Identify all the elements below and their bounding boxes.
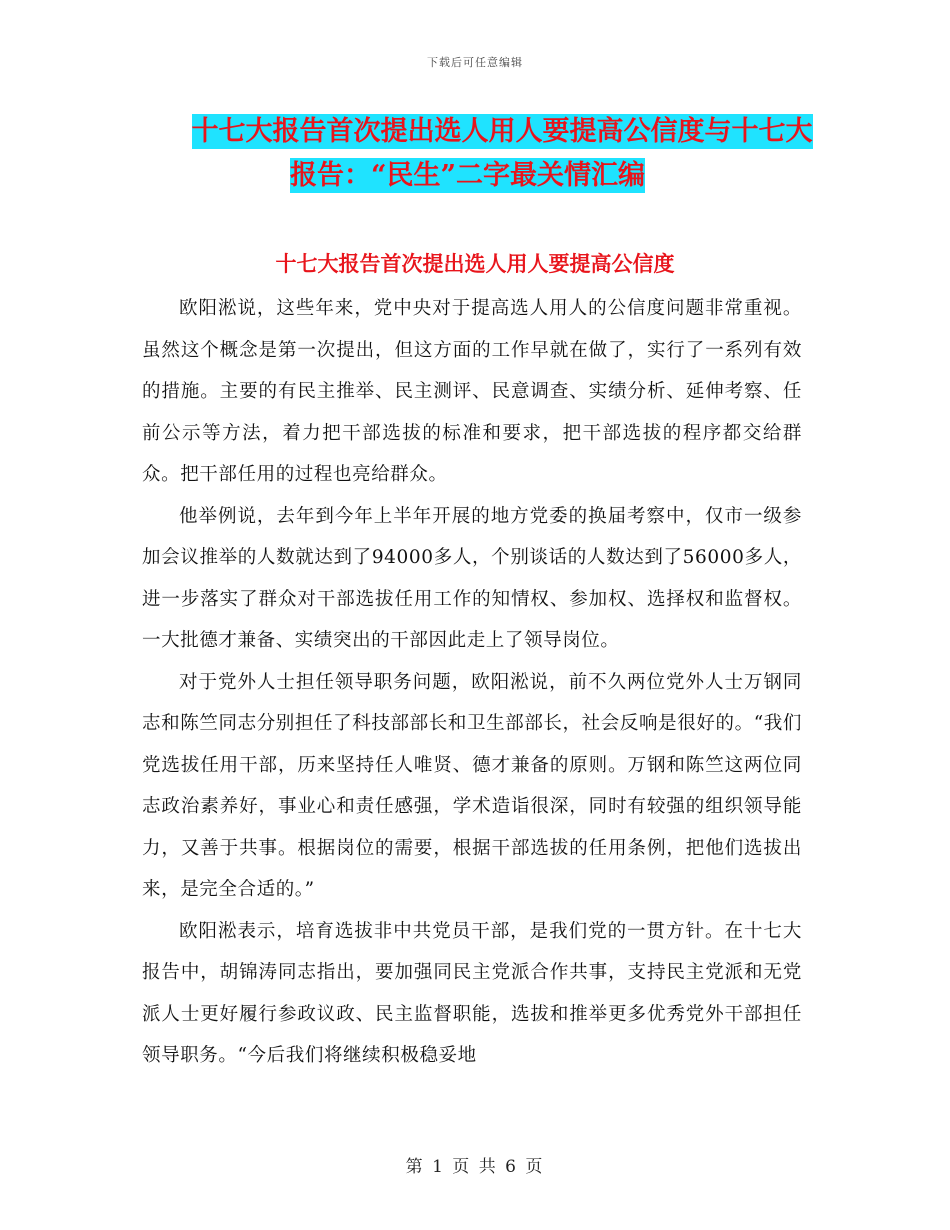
section-title: 十七大报告首次提出选人用人要提高公信度 xyxy=(275,251,675,276)
paragraph: 欧阳淞表示，培育选拔非中共党员干部，是我们党的一贯方针。在十七大报告中，胡锦涛同志指出，要加强同民主党派合作共事，支持民主党派和无党派人士更好履行参政议政、民主监督职能，选拔和推举更多优秀党外干部担任领导职务。“今后我们将继续积极稳妥地 xyxy=(142,920,802,1066)
title-highlight-2: 报告：“民生”二字最关情汇编 xyxy=(290,160,646,191)
document-title-line-2 xyxy=(0,154,950,198)
paragraph: 欧阳淞说，这些年来，党中央对于提高选人用人的公信度问题非常重视。虽然这个概念是第一次提出，但这方面的工作早就在做了，实行了一系列有效的措施。主要的有民主推举、民主测评、民意调查、实绩分析、延伸考察、任前公示等方法，着力把干部选拔的标准和要求，把干部选拔的程序都交给群众。把干部任用的过程也亮给群众。 xyxy=(142,298,802,485)
body-text xyxy=(142,288,802,1077)
document-title xyxy=(0,110,950,198)
page-number: 第 1 页 共 6 页 xyxy=(405,1157,545,1177)
title-highlight-1: 十七大报告首次提出选人用人要提高公信度与十七大 xyxy=(191,116,813,147)
paragraph: 对于党外人士担任领导职务问题，欧阳淞说，前不久两位党外人士万钢同志和陈竺同志分别担任了科技部部长和卫生部部长，社会反响是很好的。“我们党选拔任用干部，历来坚持任人唯贤、德才兼备的原则。万钢和陈竺这两位同志政治素养好，事业心和责任感强，学术造诣很深，同时有较强的组织领导能力，又善于共事。根据岗位的需要，根据干部选拔的任用条例，把他们选拔出来，是完全合适的。” xyxy=(142,671,802,900)
paragraph: 他举例说，去年到今年上半年开展的地方党委的换届考察中，仅市一级参加会议推举的人数就达到了94000多人，个别谈话的人数达到了56000多人，进一步落实了群众对干部选拔任用工作的知情权、参加权、选择权和监督权。一大批德才兼备、实绩突出的干部因此走上了领导岗位。 xyxy=(142,505,802,651)
document-title-line-1 xyxy=(0,110,950,154)
header-note: 下载后可任意编辑 xyxy=(427,56,523,69)
